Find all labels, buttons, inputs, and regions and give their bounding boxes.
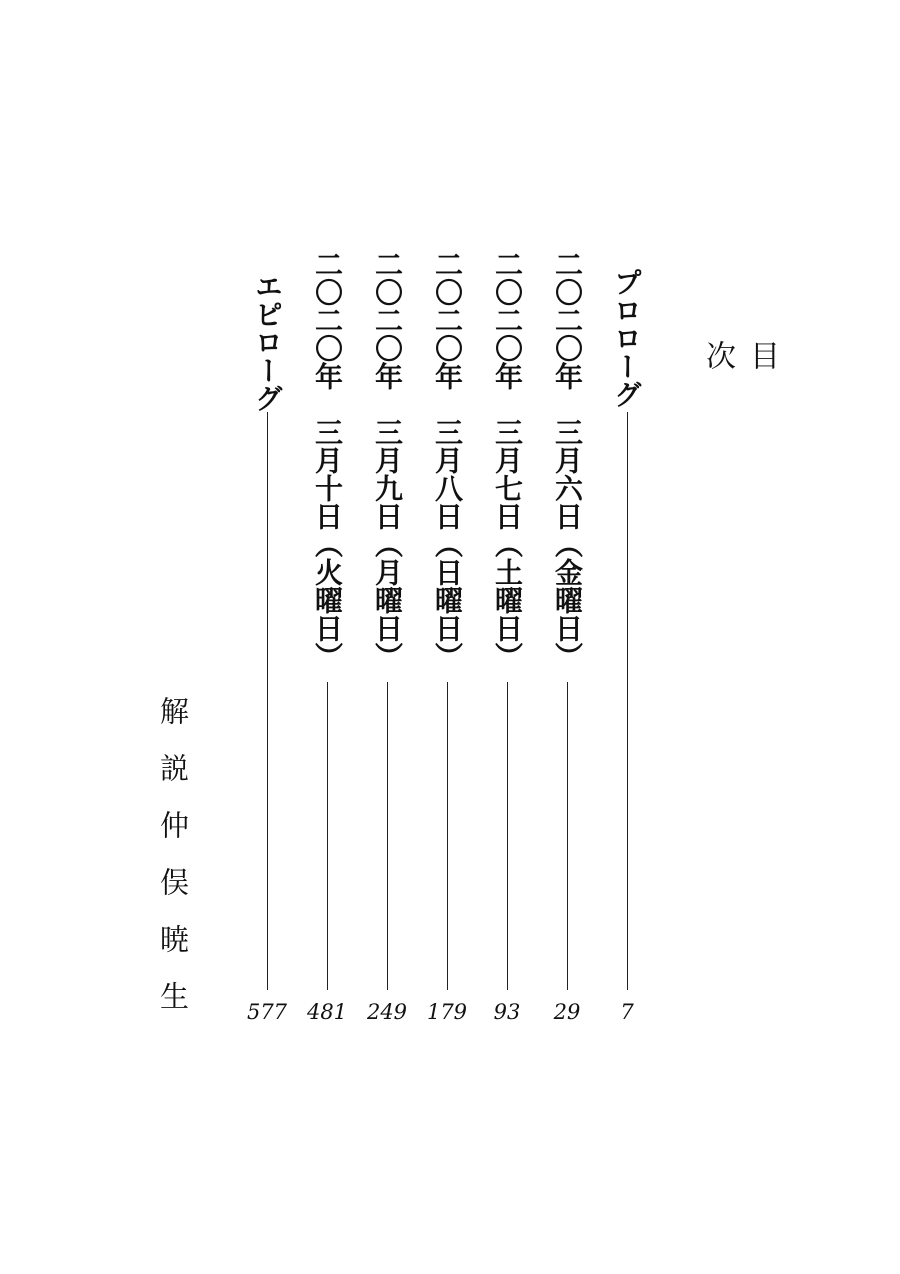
toc-entry-title: 二〇二〇年 三月九日（月曜日） — [371, 250, 404, 670]
toc-entry-prologue[interactable] — [610, 268, 643, 408]
toc-entry-title: 二〇二〇年 三月八日（日曜日） — [431, 250, 464, 670]
toc-entry-title: 二〇二〇年 三月七日（土曜日） — [491, 250, 524, 670]
page-number: 7 — [620, 1000, 634, 1024]
leader-line — [267, 412, 268, 990]
toc-entry-day5[interactable] — [311, 250, 344, 670]
leader-line — [567, 682, 568, 990]
page-number: 179 — [426, 1000, 468, 1024]
toc-entry-title: 二〇二〇年 三月十日（火曜日） — [311, 250, 344, 670]
page-number: 93 — [493, 1000, 521, 1024]
toc-entry-day1[interactable] — [551, 250, 584, 670]
leader-line — [387, 682, 388, 990]
page-number: 249 — [366, 1000, 408, 1024]
toc-entry-day4[interactable] — [371, 250, 404, 670]
toc-entry-epilogue[interactable] — [251, 272, 284, 412]
page-number: 481 — [306, 1000, 348, 1024]
toc-heading-part2: 次 — [700, 340, 735, 370]
leader-line — [327, 682, 328, 990]
toc-heading-part1: 目 — [744, 340, 779, 370]
toc-entry-day3[interactable] — [431, 250, 464, 670]
toc-entry-title: プロローグ — [610, 268, 643, 408]
toc-heading — [695, 340, 783, 436]
page-number: 29 — [553, 1000, 581, 1024]
leader-line — [447, 682, 448, 990]
leader-line — [507, 682, 508, 990]
page-number: 577 — [246, 1000, 288, 1024]
toc-entry-title: エピローグ — [251, 272, 284, 412]
toc-entry-day2[interactable] — [491, 250, 524, 670]
commentary-credit: 解説仲俣暁生 — [156, 696, 190, 1038]
toc-entry-title: 二〇二〇年 三月六日（金曜日） — [551, 250, 584, 670]
leader-line — [627, 412, 628, 990]
